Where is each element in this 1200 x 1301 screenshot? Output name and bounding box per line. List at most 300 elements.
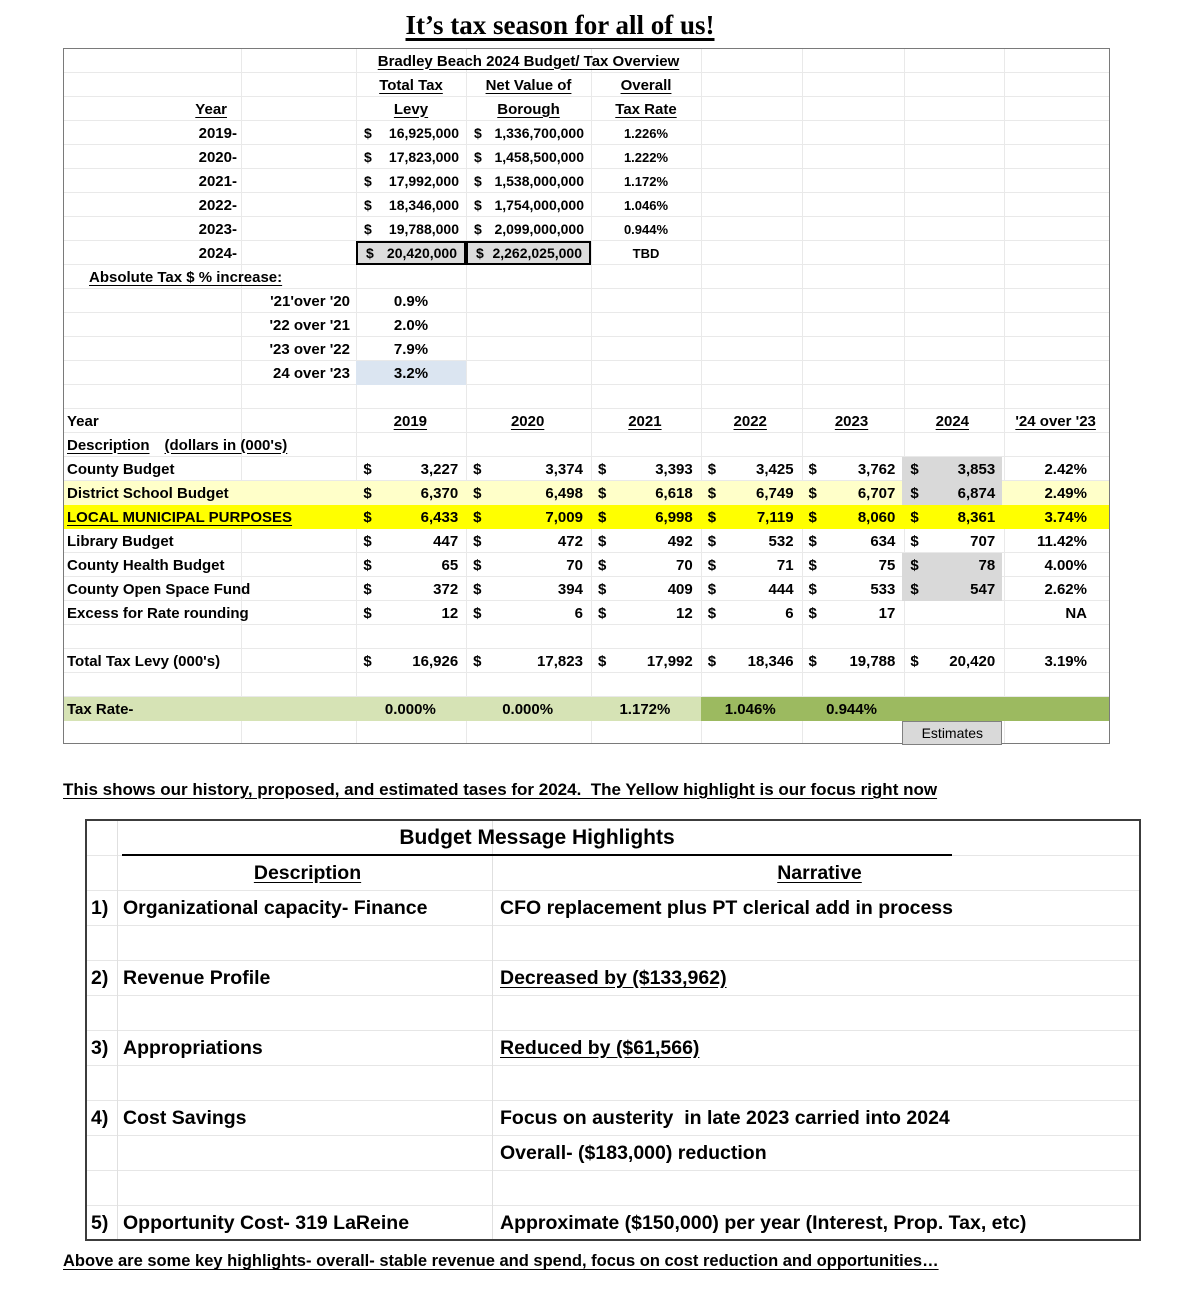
dollar-sign: $ bbox=[597, 508, 607, 526]
levy-cell bbox=[356, 193, 466, 217]
amount-cell bbox=[355, 529, 465, 553]
row-label: LOCAL MUNICIPAL PURPOSES bbox=[67, 508, 293, 526]
amount: 3,853 bbox=[957, 460, 996, 478]
dollar-sign: $ bbox=[366, 245, 374, 261]
net-value-cell bbox=[466, 145, 591, 169]
dollar-sign: $ bbox=[808, 508, 817, 526]
highlight-row-3 bbox=[87, 1031, 1139, 1066]
dollar-sign: $ bbox=[910, 484, 919, 502]
dollar-sign: $ bbox=[364, 125, 372, 141]
dollar-sign: $ bbox=[363, 532, 372, 550]
dollar-sign: $ bbox=[597, 460, 607, 478]
overview-title: Bradley Beach 2024 Budget/ Tax Overview bbox=[377, 52, 680, 70]
budget-row-school bbox=[64, 481, 1109, 505]
highlight-row-4 bbox=[87, 1101, 1139, 1136]
dollar-sign: $ bbox=[808, 556, 817, 574]
amount: 444 bbox=[768, 580, 794, 598]
budget-row-health bbox=[64, 553, 1109, 577]
row-label: Library Budget bbox=[67, 532, 174, 550]
highlight-row-4-line-2 bbox=[87, 1136, 1139, 1171]
dollar-sign: $ bbox=[473, 484, 482, 502]
dollar-sign: $ bbox=[474, 221, 482, 237]
levy-cell bbox=[356, 121, 466, 145]
amount-cell bbox=[801, 481, 903, 505]
mid-note: This shows our history, proposed, and estimated tases for 2024. The Yellow highlight is our focus right now bbox=[63, 780, 938, 799]
amount: 6,433 bbox=[420, 508, 459, 526]
levy-cell-estimate bbox=[356, 241, 466, 265]
amount-cell bbox=[465, 601, 590, 625]
amount-cell-empty bbox=[902, 601, 1002, 625]
rate-cell: 1.222% bbox=[623, 149, 669, 165]
amount: 18,346 bbox=[747, 652, 794, 670]
description-label: Description bbox=[67, 436, 150, 454]
net-value-cell bbox=[466, 169, 591, 193]
dollar-sign: $ bbox=[364, 149, 372, 165]
pct-cell: 2.62% bbox=[1044, 580, 1087, 598]
amount: 12 bbox=[441, 604, 459, 622]
dollar-sign: $ bbox=[910, 532, 919, 550]
levy-header: Total Tax bbox=[379, 76, 443, 94]
amount-cell bbox=[355, 505, 465, 529]
rate-cell: 1.046% bbox=[623, 197, 669, 213]
levy-cell bbox=[356, 169, 466, 193]
increase-row bbox=[64, 289, 1109, 313]
dollar-sign: $ bbox=[707, 652, 717, 670]
dollar-sign: $ bbox=[808, 604, 817, 622]
narrative-column-header: Narrative bbox=[777, 862, 862, 884]
amount: 70 bbox=[566, 556, 583, 574]
year-header: Year bbox=[195, 100, 227, 118]
highlight-row-2 bbox=[87, 961, 1139, 996]
dollar-sign: $ bbox=[474, 197, 482, 213]
amount: 3,227 bbox=[420, 460, 459, 478]
tax-rate-cell: 0.000% bbox=[502, 700, 554, 718]
dollar-sign: $ bbox=[707, 580, 717, 598]
amount-cell bbox=[355, 553, 465, 577]
amount-cell bbox=[700, 649, 801, 673]
row-description: Revenue Profile bbox=[123, 967, 271, 989]
amount: 533 bbox=[870, 580, 896, 598]
dollar-sign: $ bbox=[707, 484, 717, 502]
row-narrative: Overall- ($183,000) reduction bbox=[500, 1142, 767, 1164]
col-2023: 2023 bbox=[834, 412, 869, 430]
amount-cell bbox=[700, 601, 801, 625]
budget-row-municipal-focus bbox=[64, 505, 1109, 529]
dollar-sign: $ bbox=[473, 460, 482, 478]
amount-cell bbox=[801, 577, 903, 601]
amount: 8,060 bbox=[857, 508, 896, 526]
highlights-title-row bbox=[87, 821, 1139, 856]
pct-cell: 3.19% bbox=[1044, 652, 1087, 670]
year-cell: 2020- bbox=[198, 148, 237, 166]
row-label: Excess for Rate rounding bbox=[67, 604, 249, 622]
amount-cell bbox=[590, 457, 700, 481]
rate-cell: TBD bbox=[632, 245, 660, 261]
dollar-sign: $ bbox=[707, 508, 717, 526]
dollar-sign: $ bbox=[364, 221, 372, 237]
dollar-sign: $ bbox=[363, 508, 372, 526]
amount-cell-estimate bbox=[902, 505, 1002, 529]
amount: 6 bbox=[574, 604, 583, 622]
col-2022: 2022 bbox=[733, 412, 767, 430]
amount-cell bbox=[801, 553, 903, 577]
amount-cell bbox=[355, 577, 465, 601]
highlights-header-row bbox=[87, 856, 1139, 891]
increase-label: '22 over '21 bbox=[269, 316, 350, 334]
amount-cell-estimate bbox=[902, 481, 1002, 505]
amount: 17 bbox=[878, 604, 896, 622]
amount-cell bbox=[700, 481, 801, 505]
amount: 6,707 bbox=[857, 484, 896, 502]
dollar-sign: $ bbox=[597, 532, 607, 550]
amount: 19,788,000 bbox=[388, 221, 459, 237]
rate-cell: 1.172% bbox=[623, 173, 669, 189]
amount: 78 bbox=[978, 556, 996, 574]
dollar-sign: $ bbox=[910, 652, 919, 670]
col-2019: 2019 bbox=[393, 412, 428, 430]
dollar-sign: $ bbox=[597, 652, 607, 670]
dollar-sign: $ bbox=[364, 173, 372, 189]
amount: 17,823 bbox=[537, 652, 583, 670]
amount-cell bbox=[590, 577, 700, 601]
amount-cell-estimate bbox=[902, 577, 1002, 601]
amount: 409 bbox=[667, 580, 693, 598]
amount: 8,361 bbox=[957, 508, 996, 526]
amount: 1,754,000,000 bbox=[494, 197, 584, 213]
row-label: County Health Budget bbox=[67, 556, 225, 574]
increase-label: 24 over '23 bbox=[273, 364, 350, 382]
amount: 3,762 bbox=[857, 460, 896, 478]
levy-cell bbox=[356, 217, 466, 241]
units-label: (dollars in (000's) bbox=[164, 436, 288, 454]
dollar-sign: $ bbox=[707, 556, 717, 574]
budget-row-county bbox=[64, 457, 1109, 481]
amount: 492 bbox=[667, 532, 693, 550]
dollar-sign: $ bbox=[910, 580, 919, 598]
amount: 1,538,000,000 bbox=[494, 173, 584, 189]
net-value-cell bbox=[466, 121, 591, 145]
col-2024: 2024 bbox=[935, 412, 970, 430]
amount: 707 bbox=[970, 532, 996, 550]
amount-cell bbox=[801, 505, 903, 529]
budget-sheet bbox=[63, 48, 1110, 744]
increase-value-highlighted: 3.2% bbox=[356, 361, 466, 385]
dollar-sign: $ bbox=[363, 484, 372, 502]
amount-cell-estimate bbox=[902, 457, 1002, 481]
overview-row bbox=[64, 145, 1109, 169]
row-label: District School Budget bbox=[67, 484, 229, 502]
amount: 20,420,000 bbox=[386, 245, 457, 261]
highlights-title: Budget Message Highlights bbox=[122, 821, 952, 856]
dollar-sign: $ bbox=[707, 460, 717, 478]
dollar-sign: $ bbox=[473, 580, 482, 598]
overview-header-row-1 bbox=[64, 73, 1109, 97]
blank-row bbox=[87, 1066, 1139, 1101]
amount-cell bbox=[590, 601, 700, 625]
page-title: It’s tax season for all of us! bbox=[405, 10, 715, 40]
detail-year-label: Year bbox=[67, 412, 99, 430]
increase-heading-row bbox=[64, 265, 1109, 289]
row-narrative: Reduced by ($61,566) bbox=[500, 1037, 700, 1059]
amount: 372 bbox=[433, 580, 459, 598]
amount-cell bbox=[801, 649, 903, 673]
row-narrative: CFO replacement plus PT clerical add in process bbox=[500, 897, 953, 919]
amount-cell bbox=[700, 529, 801, 553]
amount-cell bbox=[590, 529, 700, 553]
amount: 6 bbox=[785, 604, 794, 622]
amount-cell bbox=[465, 649, 590, 673]
budget-row-open-space bbox=[64, 577, 1109, 601]
amount: 75 bbox=[878, 556, 896, 574]
amount-cell bbox=[590, 481, 700, 505]
year-cell: 2019- bbox=[198, 124, 237, 142]
budget-row-excess bbox=[64, 601, 1109, 625]
amount-cell bbox=[465, 505, 590, 529]
amount-cell bbox=[355, 457, 465, 481]
amount: 472 bbox=[557, 532, 583, 550]
amount-cell bbox=[700, 577, 801, 601]
amount-cell bbox=[465, 577, 590, 601]
tax-rate-cell: 0.000% bbox=[384, 700, 436, 718]
amount-cell bbox=[700, 505, 801, 529]
increase-heading: Absolute Tax $ % increase: bbox=[89, 268, 283, 286]
overview-row bbox=[64, 169, 1109, 193]
amount-cell bbox=[590, 553, 700, 577]
amount: 3,425 bbox=[756, 460, 794, 478]
dollar-sign: $ bbox=[476, 245, 484, 261]
increase-row bbox=[64, 313, 1109, 337]
col-2020: 2020 bbox=[510, 412, 545, 430]
increase-row bbox=[64, 361, 1109, 385]
row-label: Total Tax Levy (000's) bbox=[67, 652, 221, 670]
dollar-sign: $ bbox=[364, 197, 372, 213]
row-number: 5) bbox=[91, 1212, 109, 1234]
amount: 17,823,000 bbox=[388, 149, 459, 165]
year-cell: 2023- bbox=[198, 220, 237, 238]
dollar-sign: $ bbox=[473, 652, 482, 670]
amount-cell bbox=[700, 457, 801, 481]
row-description: Organizational capacity- Finance bbox=[123, 897, 428, 919]
dollar-sign: $ bbox=[473, 556, 482, 574]
row-number: 3) bbox=[91, 1037, 109, 1059]
overview-row bbox=[64, 217, 1109, 241]
col-change: '24 over '23 bbox=[1015, 412, 1096, 430]
pct-cell: 2.49% bbox=[1044, 484, 1087, 502]
row-label: County Open Space Fund bbox=[67, 580, 251, 598]
budget-message-highlights bbox=[85, 819, 1141, 1241]
amount: 532 bbox=[768, 532, 794, 550]
row-narrative: Focus on austerity in late 2023 carried into 2024 bbox=[500, 1107, 950, 1129]
highlight-row-5 bbox=[87, 1206, 1139, 1241]
description-header-row bbox=[64, 433, 1109, 457]
amount: 634 bbox=[870, 532, 896, 550]
amount-cell bbox=[465, 457, 590, 481]
detail-header-row bbox=[64, 409, 1109, 433]
col-2021: 2021 bbox=[628, 412, 662, 430]
amount-cell bbox=[801, 601, 903, 625]
dollar-sign: $ bbox=[910, 508, 919, 526]
row-narrative: Decreased by ($133,962) bbox=[500, 967, 727, 989]
net-value-cell-estimate bbox=[466, 241, 591, 265]
year-cell: 2022- bbox=[198, 196, 237, 214]
increase-value: 7.9% bbox=[393, 340, 429, 358]
dollar-sign: $ bbox=[597, 484, 607, 502]
dollar-sign: $ bbox=[363, 460, 372, 478]
dollar-sign: $ bbox=[808, 580, 817, 598]
amount: 6,618 bbox=[655, 484, 693, 502]
pct-cell: 3.74% bbox=[1044, 508, 1087, 526]
amount-cell-estimate bbox=[902, 529, 1002, 553]
tax-rate-cell: 1.172% bbox=[619, 700, 671, 718]
dollar-sign: $ bbox=[473, 508, 482, 526]
net-value-cell bbox=[466, 217, 591, 241]
increase-label: '21'over '20 bbox=[270, 292, 350, 310]
row-number: 4) bbox=[91, 1107, 109, 1129]
amount: 547 bbox=[970, 580, 996, 598]
blank-row bbox=[87, 926, 1139, 961]
dollar-sign: $ bbox=[474, 173, 482, 189]
dollar-sign: $ bbox=[473, 532, 482, 550]
dollar-sign: $ bbox=[363, 580, 372, 598]
rate-cell: 0.944% bbox=[623, 221, 669, 237]
pct-cell: NA bbox=[1065, 604, 1087, 622]
amount: 1,458,500,000 bbox=[494, 149, 584, 165]
row-description: Opportunity Cost- 319 LaReine bbox=[123, 1212, 410, 1234]
bottom-note: Above are some key highlights- overall- stable revenue and spend, focus on cost reduction and opportunities… bbox=[63, 1252, 939, 1270]
dollar-sign: $ bbox=[597, 580, 607, 598]
year-cell: 2021- bbox=[198, 172, 237, 190]
amount: 65 bbox=[441, 556, 459, 574]
dollar-sign: $ bbox=[474, 125, 482, 141]
amount-cell bbox=[902, 649, 1002, 673]
amount-cell bbox=[355, 649, 465, 673]
blank-row bbox=[87, 996, 1139, 1031]
budget-row-library bbox=[64, 529, 1109, 553]
amount-cell bbox=[801, 529, 903, 553]
amount-cell bbox=[465, 481, 590, 505]
amount-cell bbox=[700, 553, 801, 577]
row-number: 2) bbox=[91, 967, 109, 989]
amount: 17,992,000 bbox=[388, 173, 459, 189]
amount: 7,119 bbox=[756, 508, 794, 526]
row-label: County Budget bbox=[67, 460, 175, 478]
amount: 17,992 bbox=[646, 652, 693, 670]
description-column-header: Description bbox=[253, 862, 362, 884]
dollar-sign: $ bbox=[910, 556, 919, 574]
dollar-sign: $ bbox=[808, 484, 817, 502]
pct-cell: 2.42% bbox=[1044, 460, 1087, 478]
row-narrative: Approximate ($150,000) per year (Interest, Prop. Tax, etc) bbox=[500, 1212, 1027, 1234]
increase-value: 2.0% bbox=[393, 316, 429, 334]
amount: 7,009 bbox=[545, 508, 583, 526]
amount: 20,420 bbox=[949, 652, 996, 670]
dollar-sign: $ bbox=[363, 604, 372, 622]
dollar-sign: $ bbox=[597, 556, 607, 574]
amount: 1,336,700,000 bbox=[494, 125, 584, 141]
dollar-sign: $ bbox=[808, 460, 817, 478]
net-value-cell bbox=[466, 193, 591, 217]
blank-row bbox=[64, 673, 1109, 697]
increase-value: 0.9% bbox=[393, 292, 429, 310]
overview-row-2024 bbox=[64, 241, 1109, 265]
estimates-row bbox=[64, 721, 1109, 745]
highlight-row-1 bbox=[87, 891, 1139, 926]
dollar-sign: $ bbox=[808, 532, 817, 550]
amount: 3,374 bbox=[545, 460, 583, 478]
dollar-sign: $ bbox=[707, 532, 717, 550]
net-value-header: Net Value of bbox=[485, 76, 572, 94]
tax-rate-cell: 0.944% bbox=[826, 700, 877, 718]
amount: 6,998 bbox=[655, 508, 693, 526]
amount: 19,788 bbox=[849, 652, 896, 670]
amount: 3,393 bbox=[655, 460, 693, 478]
amount: 6,370 bbox=[420, 484, 459, 502]
dollar-sign: $ bbox=[473, 604, 482, 622]
amount-cell bbox=[355, 481, 465, 505]
total-levy-row bbox=[64, 649, 1109, 673]
amount: 6,498 bbox=[545, 484, 583, 502]
dollar-sign: $ bbox=[910, 460, 919, 478]
row-number: 1) bbox=[91, 897, 109, 919]
amount: 2,262,025,000 bbox=[492, 245, 582, 261]
year-cell: 2024- bbox=[198, 244, 237, 262]
blank-row bbox=[64, 625, 1109, 649]
row-description: Cost Savings bbox=[123, 1107, 247, 1129]
amount: 6,874 bbox=[957, 484, 996, 502]
overview-title-row bbox=[64, 49, 1109, 73]
amount-cell bbox=[465, 553, 590, 577]
amount: 71 bbox=[776, 556, 794, 574]
tax-rate-cell: 1.046% bbox=[724, 700, 776, 718]
blank-row bbox=[87, 1171, 1139, 1206]
row-label: Tax Rate- bbox=[67, 700, 134, 718]
amount: 16,926 bbox=[412, 652, 459, 670]
rate-cell: 1.226% bbox=[623, 125, 669, 141]
estimates-badge: Estimates bbox=[902, 721, 1002, 745]
amount: 447 bbox=[433, 532, 459, 550]
amount-cell bbox=[465, 529, 590, 553]
amount: 70 bbox=[676, 556, 693, 574]
amount: 6,749 bbox=[756, 484, 794, 502]
overview-row bbox=[64, 121, 1109, 145]
row-description: Appropriations bbox=[123, 1037, 263, 1059]
dollar-sign: $ bbox=[474, 149, 482, 165]
amount: 394 bbox=[557, 580, 583, 598]
blank-row bbox=[64, 385, 1109, 409]
amount-cell bbox=[355, 601, 465, 625]
dollar-sign: $ bbox=[363, 652, 372, 670]
increase-row bbox=[64, 337, 1109, 361]
amount-cell-estimate bbox=[902, 553, 1002, 577]
pct-cell: 4.00% bbox=[1044, 556, 1087, 574]
amount: 12 bbox=[676, 604, 693, 622]
dollar-sign: $ bbox=[363, 556, 372, 574]
amount-cell bbox=[590, 649, 700, 673]
amount-cell bbox=[590, 505, 700, 529]
pct-cell: 11.42% bbox=[1036, 532, 1087, 550]
increase-label: '23 over '22 bbox=[269, 340, 350, 358]
amount-cell bbox=[801, 457, 903, 481]
rate-header: Overall bbox=[620, 76, 672, 94]
tax-rate-row bbox=[64, 697, 1109, 721]
overview-row bbox=[64, 193, 1109, 217]
amount: 18,346,000 bbox=[388, 197, 459, 213]
levy-cell bbox=[356, 145, 466, 169]
dollar-sign: $ bbox=[808, 652, 817, 670]
overview-header-row-2: Year Levy Borough Tax Rate bbox=[64, 97, 1109, 121]
amount: 16,925,000 bbox=[388, 125, 459, 141]
dollar-sign: $ bbox=[707, 604, 717, 622]
